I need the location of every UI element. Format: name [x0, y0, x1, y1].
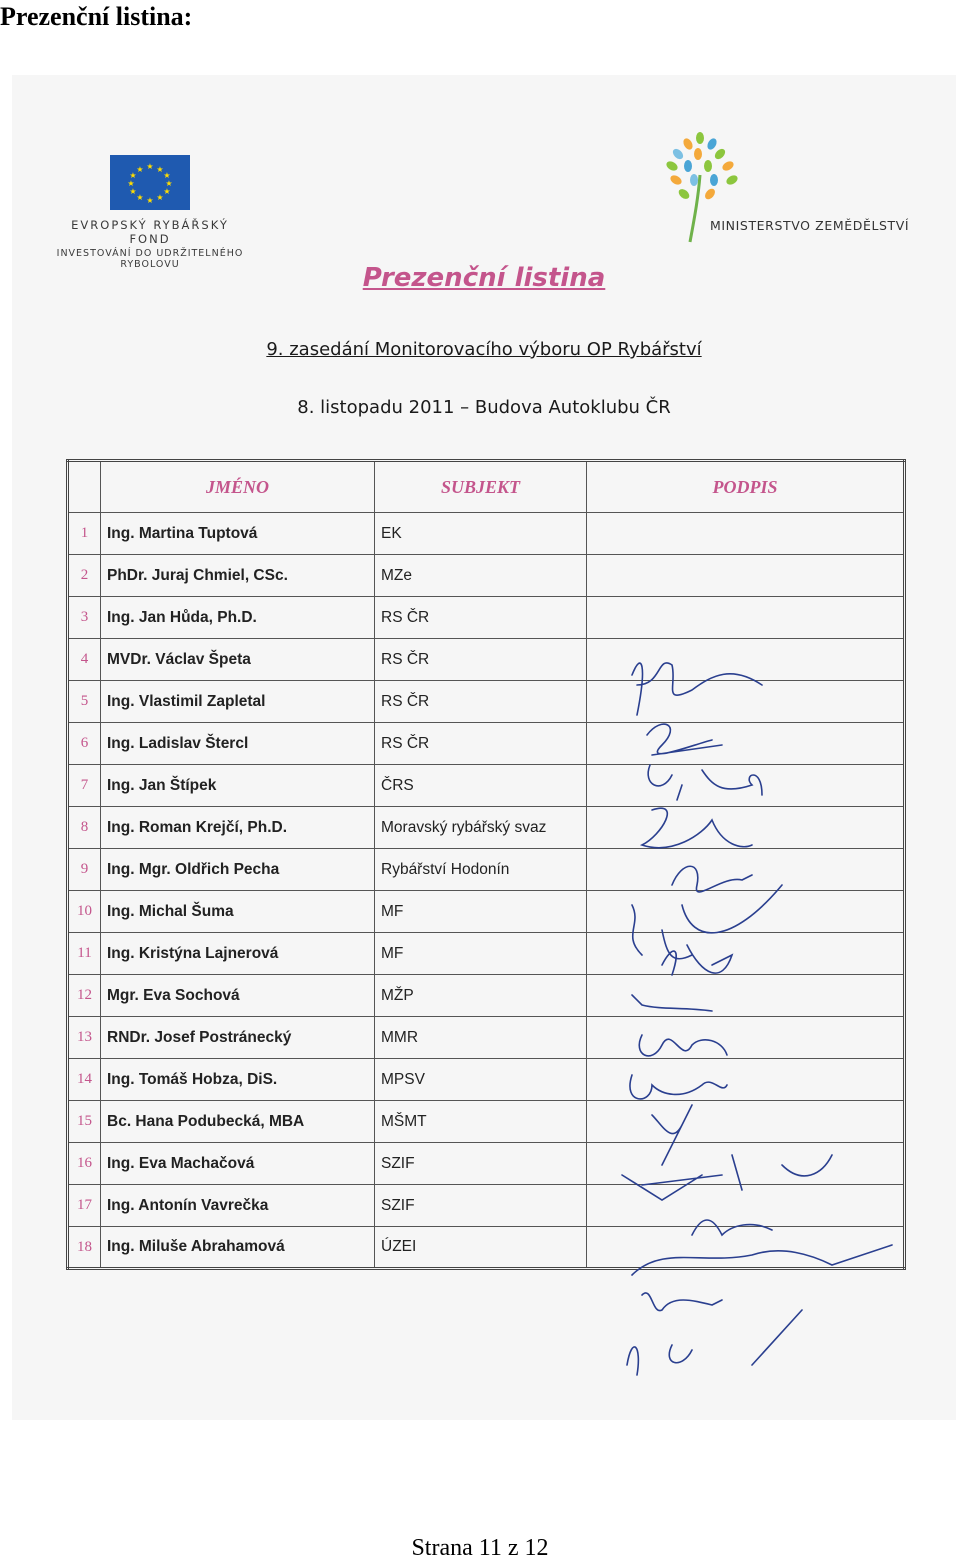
- page-footer: Strana 11 z 12: [411, 1535, 549, 1561]
- row-subject: MF: [375, 933, 587, 975]
- row-signature-cell: [587, 639, 905, 681]
- row-name: Ing. Jan Hůda, Ph.D.: [101, 597, 375, 639]
- svg-text:★: ★: [163, 187, 171, 196]
- table-row: [68, 975, 905, 1017]
- row-name: Ing. Tomáš Hobza, DiS.: [101, 1059, 375, 1101]
- header-signature: PODPIS: [587, 461, 905, 513]
- row-number: 13: [68, 1017, 101, 1059]
- row-subject: MMR: [375, 1017, 587, 1059]
- table-row: [68, 639, 905, 681]
- eu-fund-logo: [50, 155, 250, 270]
- row-name: MVDr. Václav Špeta: [101, 639, 375, 681]
- row-number: 16: [68, 1143, 101, 1185]
- row-name: Ing. Vlastimil Zapletal: [101, 681, 375, 723]
- row-subject: MPSV: [375, 1059, 587, 1101]
- table-row: [68, 513, 905, 555]
- row-name: Bc. Hana Podubecká, MBA: [101, 1101, 375, 1143]
- row-number: 12: [68, 975, 101, 1017]
- page-heading: Prezenční listina:: [0, 2, 193, 31]
- row-subject: RS ČR: [375, 597, 587, 639]
- row-subject: MZe: [375, 555, 587, 597]
- header-number: [68, 461, 101, 513]
- svg-text:★: ★: [156, 165, 164, 174]
- row-signature-cell: [587, 807, 905, 849]
- scanned-document: [12, 75, 956, 1420]
- table-row: [68, 681, 905, 723]
- row-signature-cell: [587, 555, 905, 597]
- row-number: 1: [68, 513, 101, 555]
- table-row: [68, 891, 905, 933]
- row-signature-cell: [587, 849, 905, 891]
- row-name: Ing. Mgr. Oldřich Pecha: [101, 849, 375, 891]
- row-subject: Moravský rybářský svaz: [375, 807, 587, 849]
- row-name: Ing. Kristýna Lajnerová: [101, 933, 375, 975]
- row-number: 10: [68, 891, 101, 933]
- row-signature-cell: [587, 597, 905, 639]
- row-name: Ing. Roman Krejčí, Ph.D.: [101, 807, 375, 849]
- ministry-logo: [654, 130, 916, 250]
- svg-text:★: ★: [146, 162, 154, 171]
- row-number: 17: [68, 1185, 101, 1227]
- row-number: 2: [68, 555, 101, 597]
- svg-text:★: ★: [163, 171, 171, 180]
- row-signature-cell: [587, 891, 905, 933]
- row-subject: ČRS: [375, 765, 587, 807]
- row-number: 18: [68, 1227, 101, 1269]
- row-name: Ing. Jan Štípek: [101, 765, 375, 807]
- table-row: [68, 1101, 905, 1143]
- row-number: 15: [68, 1101, 101, 1143]
- eu-flag-icon: [110, 155, 190, 210]
- svg-text:★: ★: [156, 193, 164, 202]
- row-signature-cell: [587, 1227, 905, 1269]
- table-row: [68, 933, 905, 975]
- row-name: Ing. Eva Machačová: [101, 1143, 375, 1185]
- svg-text:★: ★: [129, 187, 137, 196]
- row-signature-cell: [587, 723, 905, 765]
- row-signature-cell: [587, 681, 905, 723]
- row-subject: MŠMT: [375, 1101, 587, 1143]
- row-subject: RS ČR: [375, 639, 587, 681]
- row-name: Mgr. Eva Sochová: [101, 975, 375, 1017]
- row-signature-cell: [587, 933, 905, 975]
- row-name: Ing. Ladislav Štercl: [101, 723, 375, 765]
- row-number: 11: [68, 933, 101, 975]
- table-row: [68, 597, 905, 639]
- svg-text:★: ★: [136, 165, 144, 174]
- document-subtitle: 9. zasedání Monitorovacího výboru OP Rybářství: [266, 339, 702, 360]
- table-header-row: [68, 461, 905, 513]
- row-subject: SZIF: [375, 1143, 587, 1185]
- eu-logo-line2: INVESTOVÁNÍ DO UDRŽITELNÉHO: [56, 248, 244, 259]
- row-number: 6: [68, 723, 101, 765]
- row-subject: SZIF: [375, 1185, 587, 1227]
- svg-text:★: ★: [127, 179, 135, 188]
- row-subject: EK: [375, 513, 587, 555]
- ministry-name: MINISTERSTVO ZEMĚDĚLSTVÍ: [710, 218, 910, 233]
- row-number: 9: [68, 849, 101, 891]
- table-row: [68, 765, 905, 807]
- document-title: Prezenční listina: [362, 263, 606, 293]
- row-signature-cell: [587, 1185, 905, 1227]
- table-row: [68, 1185, 905, 1227]
- row-subject: MF: [375, 891, 587, 933]
- table-row: [68, 807, 905, 849]
- header-name: JMÉNO: [101, 461, 375, 513]
- row-signature-cell: [587, 1143, 905, 1185]
- row-signature-cell: [587, 1059, 905, 1101]
- row-subject: RS ČR: [375, 723, 587, 765]
- eu-logo-line1: EVROPSKÝ RYBÁŘSKÝ FOND: [71, 218, 229, 246]
- row-signature-cell: [587, 513, 905, 555]
- row-number: 8: [68, 807, 101, 849]
- svg-text:★: ★: [136, 193, 144, 202]
- svg-text:★: ★: [146, 196, 154, 205]
- table-row: [68, 555, 905, 597]
- row-signature-cell: [587, 1101, 905, 1143]
- row-name: RNDr. Josef Postránecký: [101, 1017, 375, 1059]
- row-number: 3: [68, 597, 101, 639]
- row-name: Ing. Miluše Abrahamová: [101, 1227, 375, 1269]
- attendance-table: [66, 459, 906, 1270]
- row-name: PhDr. Juraj Chmiel, CSc.: [101, 555, 375, 597]
- svg-text:★: ★: [129, 171, 137, 180]
- row-number: 4: [68, 639, 101, 681]
- header-subject: SUBJEKT: [375, 461, 587, 513]
- table-row: [68, 1227, 905, 1269]
- row-signature-cell: [587, 975, 905, 1017]
- row-name: Ing. Antonín Vavrečka: [101, 1185, 375, 1227]
- row-subject: ÚZEI: [375, 1227, 587, 1269]
- row-name: Ing. Martina Tuptová: [101, 513, 375, 555]
- eu-logo-line3: RYBOLOVU: [120, 259, 180, 270]
- table-row: [68, 1143, 905, 1185]
- row-number: 5: [68, 681, 101, 723]
- row-subject: RS ČR: [375, 681, 587, 723]
- signature-18: [627, 1310, 802, 1375]
- row-name: Ing. Michal Šuma: [101, 891, 375, 933]
- row-signature-cell: [587, 1017, 905, 1059]
- row-number: 14: [68, 1059, 101, 1101]
- signature-17: [642, 1293, 722, 1311]
- table-row: [68, 1059, 905, 1101]
- table-row: [68, 1017, 905, 1059]
- svg-text:★: ★: [165, 179, 173, 188]
- table-row: [68, 849, 905, 891]
- table-row: [68, 723, 905, 765]
- row-signature-cell: [587, 765, 905, 807]
- row-number: 7: [68, 765, 101, 807]
- row-subject: MŽP: [375, 975, 587, 1017]
- document-date-line: 8. listopadu 2011 – Budova Autoklubu ČR: [297, 397, 671, 418]
- row-subject: Rybářství Hodonín: [375, 849, 587, 891]
